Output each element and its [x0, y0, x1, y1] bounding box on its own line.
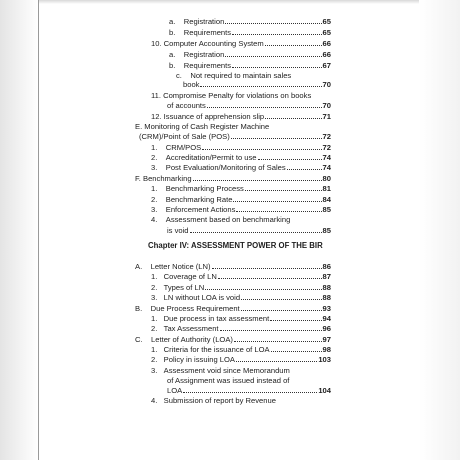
toc-label: F. Benchmarking: [135, 174, 192, 183]
toc-entry: [151, 112, 331, 121]
toc-page: 85: [322, 226, 331, 235]
toc-label: 12. Issuance of apprehension slip: [151, 112, 265, 121]
toc-label: C. Letter of Authority (LOA): [135, 335, 233, 344]
toc-label: A. Letter Notice (LN): [135, 262, 211, 271]
toc-page: 67: [322, 61, 331, 70]
toc-page: 65: [322, 17, 331, 26]
toc-entry: [135, 304, 331, 313]
toc-entry: [151, 163, 331, 172]
toc-label: b. Requirements: [169, 61, 232, 70]
toc-label: is void: [167, 226, 189, 235]
toc-label: of Assignment was issued instead of: [167, 376, 290, 385]
toc-leader: [205, 289, 321, 290]
toc-label: 2. Policy in issuing LOA: [151, 355, 235, 364]
toc-leader: [232, 67, 322, 68]
toc-leader: [241, 310, 322, 311]
toc-page: 86: [322, 262, 331, 271]
toc-label: a. Registration: [169, 50, 225, 59]
toc-label: 2. Tax Assessment: [151, 324, 219, 333]
toc-page: 65: [322, 28, 331, 37]
toc-entry: [151, 143, 331, 152]
toc-entry: [151, 293, 331, 302]
toc-leader: [220, 330, 322, 331]
toc-entry: [135, 335, 331, 344]
toc-page: 98: [322, 345, 331, 354]
toc-page: 72: [322, 143, 331, 152]
toc-entry: [151, 324, 331, 333]
toc-entry: [151, 153, 331, 162]
toc-leader: [231, 138, 322, 139]
toc-leader: [232, 34, 322, 35]
toc-leader: [183, 392, 317, 393]
toc-leader: [265, 45, 322, 46]
toc-leader: [225, 56, 321, 57]
toc-entry: [169, 28, 331, 37]
toc-label: 2. Types of LN: [151, 283, 205, 292]
toc-label: 10. Computer Accounting System: [151, 39, 264, 48]
toc-page: 104: [318, 386, 331, 395]
toc-entry: [169, 50, 331, 59]
toc-label: of accounts: [167, 101, 206, 110]
toc-entry: [151, 283, 331, 292]
toc-leader: [236, 361, 317, 362]
toc-page: 70: [322, 101, 331, 110]
toc-leader: [258, 159, 322, 160]
toc-leader: [190, 232, 322, 233]
toc-page: 81: [322, 184, 331, 193]
chapter-heading: Chapter IV: ASSESSMENT POWER OF THE BIR: [148, 241, 323, 250]
toc-page: 97: [322, 335, 331, 344]
toc-entry: [151, 184, 331, 193]
toc-page: 72: [322, 132, 331, 141]
toc-page: 74: [322, 163, 331, 172]
toc-page: 66: [322, 50, 331, 59]
toc-entry: [169, 17, 331, 26]
toc-entry: [151, 272, 331, 281]
toc-page: 96: [322, 324, 331, 333]
toc-label: B. Due Process Requirement: [135, 304, 240, 313]
toc-page: 80: [322, 174, 331, 183]
toc-leader: [218, 278, 322, 279]
toc-entry: [135, 262, 331, 271]
toc-entry: [167, 101, 331, 110]
toc-entry: [167, 386, 331, 395]
toc-label: book: [183, 80, 200, 89]
toc-label: 3. LN without LOA is void: [151, 293, 241, 302]
toc-label: 1. CRM/POS: [151, 143, 202, 152]
toc-label: LOA: [167, 386, 183, 395]
toc-leader: [225, 23, 321, 24]
toc-page: 94: [322, 314, 331, 323]
toc-page: 66: [322, 39, 331, 48]
toc-label: 2. Benchmarking Rate: [151, 195, 233, 204]
toc-page: 93: [322, 304, 331, 313]
toc-entry: [151, 39, 331, 48]
toc-page: 71: [322, 112, 331, 121]
toc-entry: [183, 80, 331, 89]
toc-entry: [151, 345, 331, 354]
toc-label: (CRM)/Point of Sale (POS): [139, 132, 230, 141]
toc-entry: [167, 226, 331, 235]
toc-label: b. Requirements: [169, 28, 232, 37]
toc-entry: [151, 314, 331, 323]
toc-entry: [135, 174, 331, 183]
toc-label: 4. Submission of report by Revenue: [151, 396, 276, 405]
toc-leader: [202, 149, 321, 150]
toc-label: 1. Coverage of LN: [151, 272, 217, 281]
toc-leader: [270, 320, 321, 321]
toc-label: E. Monitoring of Cash Register Machine: [135, 122, 270, 131]
toc-page: 70: [322, 80, 331, 89]
toc-leader: [193, 180, 322, 181]
toc-leader: [212, 268, 322, 269]
toc-leader: [234, 341, 322, 342]
toc-leader: [245, 190, 322, 191]
toc-leader: [287, 169, 322, 170]
toc-entry: [151, 195, 331, 204]
toc-page: 88: [322, 293, 331, 302]
toc-leader: [265, 118, 321, 119]
toc-page: 103: [318, 355, 331, 364]
toc-page: 87: [322, 272, 331, 281]
toc-label: 3. Assessment void since Memorandum: [151, 366, 290, 375]
toc-page: 84: [322, 195, 331, 204]
toc-label: c. Not required to maintain sales: [176, 71, 292, 80]
toc-label: 3. Enforcement Actions: [151, 205, 236, 214]
toc-label: a. Registration: [169, 17, 225, 26]
toc-page: 88: [322, 283, 331, 292]
toc-page: 85: [322, 205, 331, 214]
toc-entry: [139, 132, 331, 141]
toc-leader: [271, 351, 322, 352]
toc-entry: [151, 355, 331, 364]
toc-page: 74: [322, 153, 331, 162]
toc-label: 1. Due process in tax assessment: [151, 314, 270, 323]
toc-leader: [233, 201, 321, 202]
toc-label: 1. Benchmarking Process: [151, 184, 244, 193]
toc-label: 4. Assessment based on benchmarking: [151, 215, 291, 224]
toc-leader: [207, 107, 322, 108]
toc-label: 11. Compromise Penalty for violations on books: [151, 91, 312, 100]
toc-label: 2. Accreditation/Permit to use: [151, 153, 257, 162]
toc-leader: [241, 299, 321, 300]
toc-leader: [200, 86, 321, 87]
toc-leader: [236, 211, 321, 212]
toc-label: 1. Criteria for the issuance of LOA: [151, 345, 270, 354]
toc-entry: [151, 205, 331, 214]
toc-label: 3. Post Evaluation/Monitoring of Sales: [151, 163, 286, 172]
toc-entry: [169, 61, 331, 70]
